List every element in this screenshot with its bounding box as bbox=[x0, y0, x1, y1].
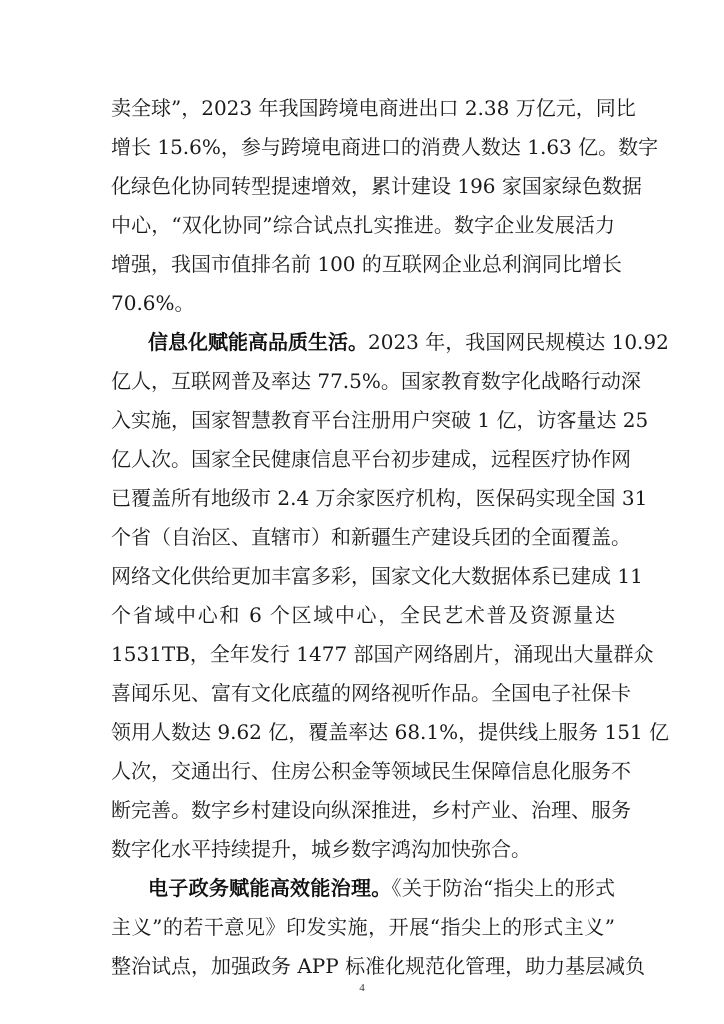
text-line: 化绿色化协同转型提速增效，累计建设 196 家国家绿色数据 bbox=[111, 174, 642, 198]
text-line: 1531TB，全年发行 1477 部国产网络剧片，涌现出大量群众 bbox=[111, 642, 654, 666]
text-line: 卖全球”，2023 年我国跨境电商进出口 2.38 万亿元，同比 bbox=[111, 96, 636, 120]
text-line: 入实施，国家智慧教育平台注册用户突破 1 亿，访客量达 25 bbox=[111, 408, 649, 432]
paragraph-first-line bbox=[148, 874, 615, 902]
text-line: 断完善。数字乡村建设向纵深推进，乡村产业、治理、服务 bbox=[111, 798, 631, 822]
text-line: 整治试点，加强政务 APP 标准化规范化管理，助力基层减负 bbox=[111, 954, 646, 978]
text-line: 个省域中心和 6 个区域中心，全民艺术普及资源量达 bbox=[111, 603, 615, 627]
text-line: 领用人数达 9.62 亿，覆盖率达 68.1%，提供线上服务 151 亿 bbox=[111, 720, 670, 744]
text-span: 2023 年，我国网民规模达 10.92 bbox=[368, 330, 669, 354]
text-line: 个省（自治区、直辖市）和新疆生产建设兵团的全面覆盖。 bbox=[111, 525, 631, 549]
text-line: 中心，“双化协同”综合试点扎实推进。数字企业发展活力 bbox=[111, 213, 615, 237]
page-number: 4 bbox=[359, 982, 365, 994]
text-line: 70.6%。 bbox=[111, 291, 195, 315]
text-line: 亿人次。国家全民健康信息平台初步建成，远程医疗协作网 bbox=[111, 447, 631, 471]
text-line: 亿人，互联网普及率达 77.5%。国家教育数字化战略行动深 bbox=[111, 369, 641, 393]
text-line: 数字化水平持续提升，城乡数字鸿沟加快弥合。 bbox=[111, 837, 531, 861]
text-line: 增强，我国市值排名前 100 的互联网企业总利润同比增长 bbox=[111, 252, 622, 276]
text-line: 喜闻乐见、富有文化底蕴的网络视听作品。全国电子社保卡 bbox=[111, 681, 631, 705]
text-line: 人次，交通出行、住房公积金等领域民生保障信息化服务不 bbox=[111, 759, 631, 783]
text-line: 已覆盖所有地级市 2.4 万余家医疗机构，医保码实现全国 31 bbox=[111, 486, 648, 510]
paragraph-heading: 信息化赋能高品质生活。 bbox=[148, 330, 368, 354]
text-line: 增长 15.6%，参与跨境电商进口的消费人数达 1.63 亿。数字 bbox=[111, 135, 659, 159]
text-span: 《关于防治“指尖上的形式 bbox=[391, 876, 615, 900]
paragraph-heading: 电子政务赋能高效能治理。 bbox=[148, 876, 392, 900]
text-line: 网络文化供给更加丰富多彩，国家文化大数据体系已建成 11 bbox=[111, 564, 643, 588]
paragraph-first-line bbox=[148, 328, 669, 356]
text-line: 主义”的若干意见》印发实施，开展“指尖上的形式主义” bbox=[111, 915, 615, 939]
